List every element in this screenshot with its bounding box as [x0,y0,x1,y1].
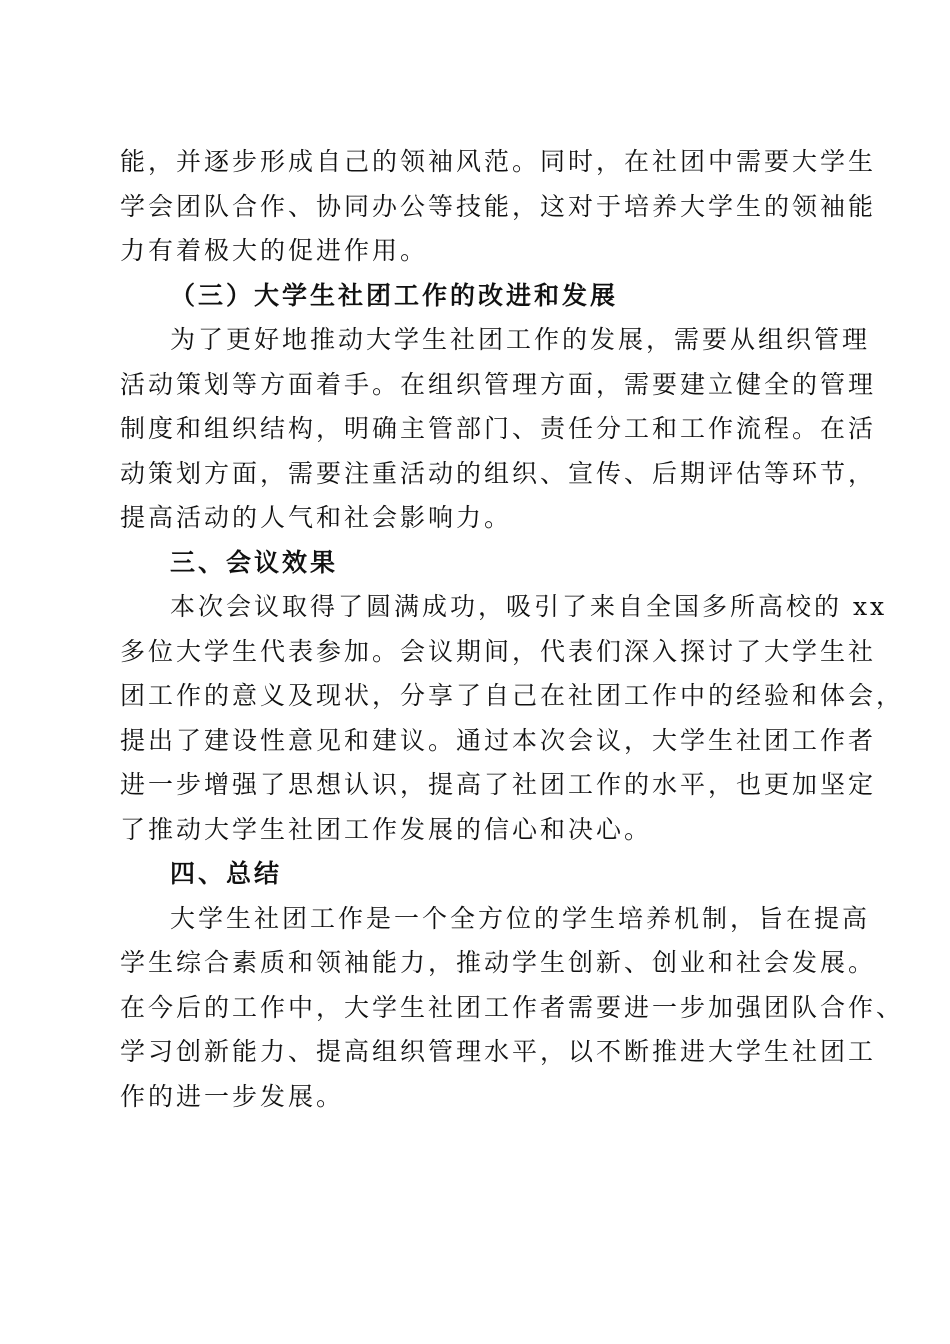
paragraph-line: 活动策划等方面着手。在组织管理方面，需要建立健全的管理 [120,369,877,399]
paragraph-line: 多位大学生代表参加。会议期间，代表们深入探讨了大学生社 [120,636,877,666]
paragraph-line: 提高活动的人气和社会影响力。 [120,503,513,532]
paragraph-line: 本次会议取得了圆满成功，吸引了来自全国多所高校的 xx [170,592,888,621]
section-heading-meeting-results: 三、会议效果 [170,547,339,577]
paragraph-line: 大学生社团工作是一个全方位的学生培养机制，旨在提高 [170,903,871,933]
section-heading-summary: 四、总结 [170,859,283,888]
paragraph-line: 为了更好地推动大学生社团工作的发展，需要从组织管理 [170,325,871,354]
paragraph-line: 制度和组织结构，明确主管部门、责任分工和工作流程。在活 [120,414,877,443]
paragraph-line: 力有着极大的促进作用。 [120,236,429,265]
paragraph-line: 学习创新能力、提高组织管理水平，以不断推进大学生社团工 [120,1037,877,1066]
document-body [120,140,905,1119]
paragraph-line: 作的进一步发展。 [120,1081,345,1111]
paragraph-line: 在今后的工作中，大学生社团工作者需要进一步加强团队合作、 [120,992,905,1022]
subsection-heading-improvement: （三）大学生社团工作的改进和发展 [170,280,619,310]
paragraph-line: 能，并逐步形成自己的领袖风范。同时，在社团中需要大学生 [120,147,877,176]
paragraph-line: 了推动大学生社团工作发展的信心和决心。 [120,814,653,844]
paragraph-line: 团工作的意义及现状，分享了自己在社团工作中的经验和体会， [120,681,905,710]
paragraph-line: 学会团队合作、协同办公等技能，这对于培养大学生的领袖能 [120,191,877,221]
paragraph-line: 学生综合素质和领袖能力，推动学生创新、创业和社会发展。 [120,948,877,977]
paragraph-leadership [120,140,877,274]
paragraph-line: 提出了建设性意见和建议。通过本次会议，大学生社团工作者 [120,725,877,755]
paragraph-line: 进一步增强了思想认识，提高了社团工作的水平，也更加坚定 [120,770,877,799]
paragraph-line: 动策划方面，需要注重活动的组织、宣传、后期评估等环节， [120,458,877,488]
paragraph-summary [120,897,905,1120]
paragraph-improvement [120,318,877,541]
paragraph-meeting-results [120,585,905,852]
